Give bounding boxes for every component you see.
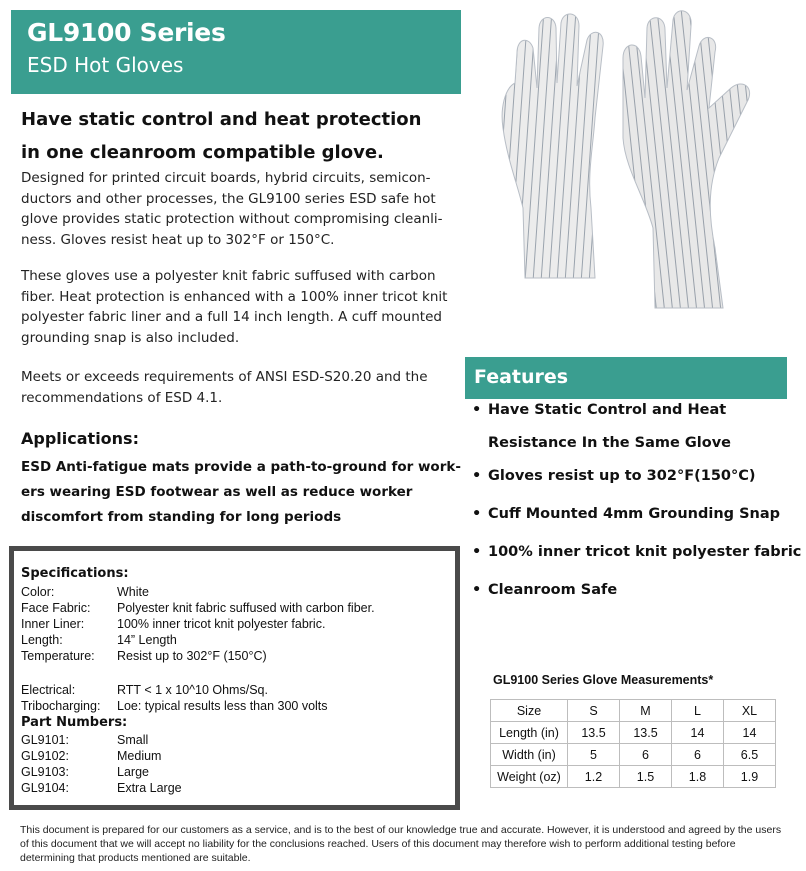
spec-value: 100% inner tricot knit polyester fabric. [117, 617, 326, 631]
text-line: ductors and other processes, the GL9100 series ESD safe hot [21, 190, 436, 207]
text-line: recommendations of ESD 4.1. [21, 389, 223, 406]
part-size: Medium [117, 749, 162, 763]
spec-row [21, 617, 325, 631]
table-cell: M [620, 700, 672, 722]
text-line: Designed for printed circuit boards, hybrid circuits, semicon- [21, 170, 431, 186]
text-line: These gloves use a polyester knit fabric suffused with carbon [21, 268, 436, 284]
applications-heading: Applications: [21, 429, 139, 448]
part-numbers-heading: Part Numbers: [21, 715, 128, 730]
feature-item [472, 506, 780, 522]
feature-item [472, 468, 756, 484]
part-size: Large [117, 765, 149, 779]
right-glove [623, 11, 750, 308]
text-line: ESD Anti-fatigue mats provide a path-to-ground for work- [21, 459, 461, 475]
spec-row [21, 649, 267, 663]
text-line: discomfort from standing for long periods [21, 509, 342, 525]
features-band [465, 357, 787, 399]
spec-key: Inner Liner: [21, 617, 85, 631]
part-row [21, 765, 149, 779]
bullet-icon: • [472, 582, 482, 598]
page-subtitle: ESD Hot Gloves [27, 53, 184, 77]
part-number: GL9101: [21, 733, 69, 747]
part-number: GL9104: [21, 781, 69, 795]
feature-item [472, 544, 801, 560]
intro-paragraph-1 [21, 168, 461, 250]
feature-text: 100% inner tricot knit polyester fabric [488, 544, 802, 560]
features-heading: Features [474, 366, 569, 388]
table-cell: Width (in) [491, 744, 568, 766]
feature-item [472, 402, 726, 418]
feature-text: Resistance In the Same Glove [488, 435, 731, 451]
part-row [21, 781, 182, 795]
spec-value: Loe: typical results less than 300 volts [117, 699, 328, 713]
spec-value: White [117, 585, 149, 599]
specifications-box [9, 546, 460, 810]
spec-key: Color: [21, 585, 55, 599]
spec-key: Face Fabric: [21, 601, 91, 615]
text-line: glove provides static protection without compromising cleanli- [21, 211, 443, 227]
spec-value: RTT < 1 x 10^10 Ohms/Sq. [117, 683, 268, 697]
intro-paragraph-3 [21, 367, 461, 408]
table-cell: 13.5 [620, 722, 672, 744]
table-cell: 6 [672, 744, 724, 766]
bullet-icon: • [472, 544, 482, 560]
text-line: ness. Gloves resist heat up to 302°F or 150°C. [21, 231, 335, 248]
spec-key: Length: [21, 633, 63, 647]
table-row [491, 700, 776, 722]
part-size: Extra Large [117, 781, 182, 795]
bullet-icon: • [472, 402, 482, 418]
feature-text: Cuff Mounted 4mm Grounding Snap [488, 506, 781, 522]
table-cell: Length (in) [491, 722, 568, 744]
table-row [491, 722, 776, 744]
table-cell: 6 [620, 744, 672, 766]
table-cell: 1.5 [620, 766, 672, 788]
page-title: GL9100 Series [27, 18, 226, 47]
disclaimer-text: This document is prepared for our customers as a service, and is to the best of our knowledge true and accurate. However, it is understood and agreed by the users of this document that we will accept no liability for the conclusions reached. Users of this document may therefore wish to perform additional testing before determining that products mentioned are suitable. [20, 824, 782, 864]
table-cell: 1.2 [568, 766, 620, 788]
feature-text: Cleanroom Safe [488, 582, 618, 598]
left-glove [502, 14, 603, 278]
bullet-icon: • [472, 506, 482, 522]
spec-key: Electrical: [21, 683, 76, 697]
spec-key: Tribocharging: [21, 699, 101, 713]
feature-item-continued [472, 435, 731, 451]
table-cell: S [568, 700, 620, 722]
bullet-icon: • [472, 468, 482, 484]
table-row [491, 766, 776, 788]
spec-value: Resist up to 302°F (150°C) [117, 649, 267, 663]
table-cell: 6.5 [724, 744, 776, 766]
table-cell: L [672, 700, 724, 722]
text-line: polyester fabric liner and a full 14 inch length. A cuff mounted [21, 309, 442, 325]
spec-value: Polyester knit fabric suffused with carbon fiber. [117, 601, 375, 615]
measurements-title: GL9100 Series Glove Measurements* [493, 673, 714, 687]
table-cell: 5 [568, 744, 620, 766]
text-line: fiber. Heat protection is enhanced with a 100% inner tricot knit [21, 288, 448, 305]
feature-item [472, 582, 617, 598]
part-row [21, 733, 148, 747]
spec-row [21, 633, 177, 647]
spec-key: Temperature: [21, 649, 95, 663]
part-row [21, 749, 161, 763]
text-line: ers wearing ESD footwear as well as reduce worker [21, 484, 413, 500]
spec-row [21, 585, 149, 599]
feature-text: Gloves resist up to 302°F(150°C) [488, 468, 756, 484]
spec-row [21, 699, 328, 713]
applications-text [21, 455, 461, 530]
table-cell: 14 [724, 722, 776, 744]
intro-headline-line: in one cleanroom compatible glove. [21, 142, 384, 163]
spec-row [21, 683, 268, 697]
feature-text: Have Static Control and Heat [488, 402, 727, 418]
specifications-heading: Specifications: [21, 566, 129, 581]
part-number: GL9103: [21, 765, 69, 779]
intro-headline-line: Have static control and heat protection [21, 109, 422, 130]
table-row [491, 744, 776, 766]
table-cell: XL [724, 700, 776, 722]
header-band [11, 10, 461, 94]
part-size: Small [117, 733, 149, 747]
text-line: Meets or exceeds requirements of ANSI ESD-S20.20 and the [21, 369, 428, 385]
part-number: GL9102: [21, 749, 69, 763]
measurements-table [490, 699, 776, 788]
table-cell: Weight (oz) [491, 766, 568, 788]
text-line: grounding snap is also included. [21, 329, 240, 346]
table-cell: 13.5 [568, 722, 620, 744]
spec-row [21, 601, 375, 615]
intro-paragraph-2 [21, 266, 461, 348]
spec-value: 14” Length [117, 633, 177, 647]
table-cell: 1.9 [724, 766, 776, 788]
table-cell: 14 [672, 722, 724, 744]
table-cell: Size [491, 700, 568, 722]
intro-headline [21, 103, 451, 169]
glove-product-image [495, 8, 795, 313]
table-cell: 1.8 [672, 766, 724, 788]
